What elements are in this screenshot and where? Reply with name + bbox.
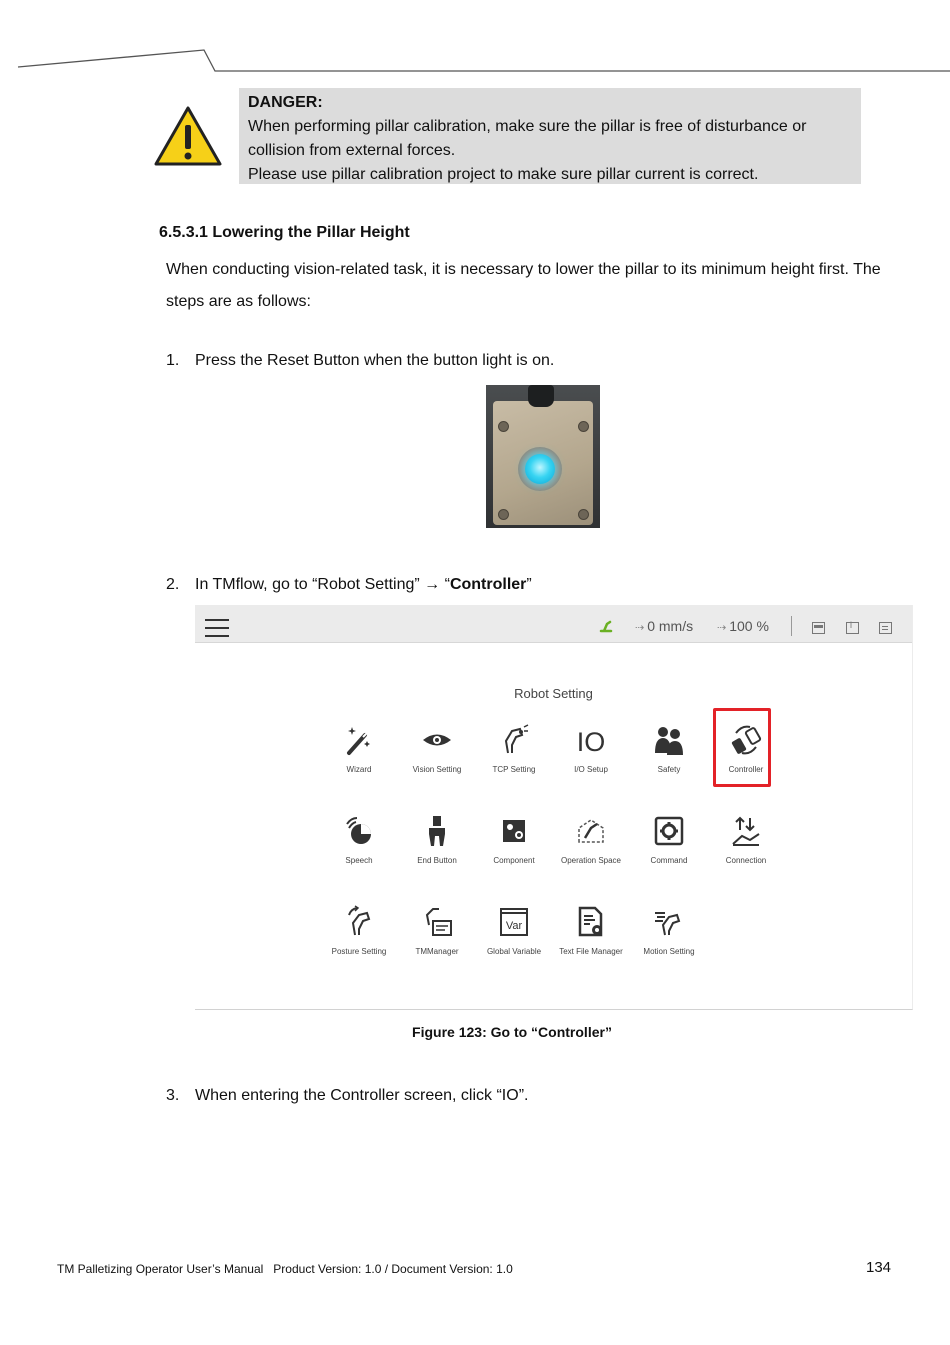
footer-text: TM Palletizing Operator User’s Manual Product Version: 1.0 / Document Version: 1.0 [57,1262,513,1276]
tmflow-screenshot [195,605,913,1010]
quote-close: ” [526,576,532,593]
info-icon[interactable] [846,622,859,634]
item-label: TMManager [415,947,459,956]
tcp-tool-icon [498,723,530,757]
tm-item-posture-setting[interactable] [319,905,399,956]
cable [528,385,554,407]
speed-value: 0 mm/s [647,618,694,634]
step-3 [166,1087,528,1105]
figure-caption: Figure 123: Go to “Controller” [412,1024,612,1040]
step-number: 1. [166,352,180,369]
quote-open: “ [440,576,450,593]
svg-text:IO: IO [576,727,606,757]
item-label: Connection [725,856,767,865]
item-label: Wizard [346,765,372,774]
tm-item-vision-setting[interactable] [397,723,477,774]
svg-text:Var: Var [505,920,523,932]
global-variable-icon [498,905,530,939]
screw [498,421,509,432]
eye-icon [421,723,453,757]
item-label: Command [650,856,688,865]
item-label: Controller [728,765,764,774]
reset-button-light [525,454,555,484]
item-label: Motion Setting [643,947,695,956]
divider [791,616,792,636]
operation-space-icon [575,814,607,848]
tm-item-global-variable[interactable] [474,905,554,956]
percent-value: 100 % [729,618,769,634]
controller-highlight-box [713,708,771,787]
step-1 [166,352,554,370]
tm-item-wizard[interactable] [319,723,399,774]
page-number: 134 [866,1259,892,1276]
command-gear-icon [653,814,685,848]
tm-item-operation-space[interactable] [551,814,631,865]
section-heading: 6.5.3.1 Lowering the Pillar Height [159,224,410,241]
robot-setting-title: Robot Setting [514,686,593,701]
text-file-manager-icon [575,905,607,939]
arrow-icon: → [424,576,441,593]
tm-item-component[interactable] [474,814,554,865]
tm-item-connection[interactable] [706,814,786,865]
tm-item-end-button[interactable] [397,814,477,865]
motion-setting-icon [653,905,685,939]
intro-paragraph: When conducting vision-related task, it is necessary to lower the pillar to its minimum height first. The steps are as follows: [166,261,881,310]
item-label: Safety [657,765,681,774]
screw [578,509,589,520]
tm-item-safety[interactable] [629,723,709,774]
item-label: TCP Setting [492,765,536,774]
tmmanager-icon [421,905,453,939]
step-text: Press the Reset Button when the button light is on. [195,352,555,369]
danger-text-2: Please use pillar calibration project to make sure pillar current is correct. [248,166,759,183]
component-icon [498,814,530,848]
tm-item-command[interactable] [629,814,709,865]
item-label: Text File Manager [559,947,623,956]
speed-status [635,618,693,634]
step-2 [166,576,532,594]
safety-people-icon [653,723,685,757]
tm-item-motion-setting[interactable] [629,905,709,956]
speech-icon [343,814,375,848]
item-label: I/O Setup [574,765,608,774]
item-label: Component [493,856,535,865]
io-icon [575,723,607,757]
step-number: 2. [166,576,180,593]
end-button-icon [421,814,453,848]
item-label: Speech [345,856,373,865]
reset-button-photo [486,385,600,528]
step-number: 3. [166,1087,180,1104]
robot-status-icon [599,619,613,633]
danger-notice [239,88,861,184]
tm-item-io-setup[interactable] [551,723,631,774]
screw [498,509,509,520]
controller-bold: Controller [449,576,527,593]
item-label: Vision Setting [412,765,462,774]
tm-item-text-file-manager[interactable] [551,905,631,956]
connection-icon [730,814,762,848]
tmflow-topbar [195,605,912,643]
wizard-wand-icon [343,723,375,757]
header-rule [0,40,950,80]
danger-title: DANGER: [248,94,323,111]
danger-text-1: When performing pillar calibration, make sure the pillar is free of disturbance or collision from external forces. [248,118,807,159]
item-label: Operation Space [560,856,622,865]
tm-item-tmmanager[interactable] [397,905,477,956]
step-text: When entering the Controller screen, click “IO”. [195,1087,529,1104]
tm-item-speech[interactable] [319,814,399,865]
display-icon[interactable] [812,622,825,634]
percent-status [717,618,769,634]
item-label: Posture Setting [331,947,387,956]
step-text: In TMflow, go to “Robot Setting” [195,576,425,593]
item-label: End Button [417,856,457,865]
posture-setting-icon [343,905,375,939]
screw [578,421,589,432]
item-label: Global Variable [486,947,542,956]
percent-icon: ⇢ [717,622,727,634]
tm-item-tcp-setting[interactable] [474,723,554,774]
warning-triangle-icon [153,105,223,167]
menu-icon[interactable] [205,619,229,637]
log-icon[interactable] [879,622,892,634]
speed-icon: ⇢ [635,622,645,634]
